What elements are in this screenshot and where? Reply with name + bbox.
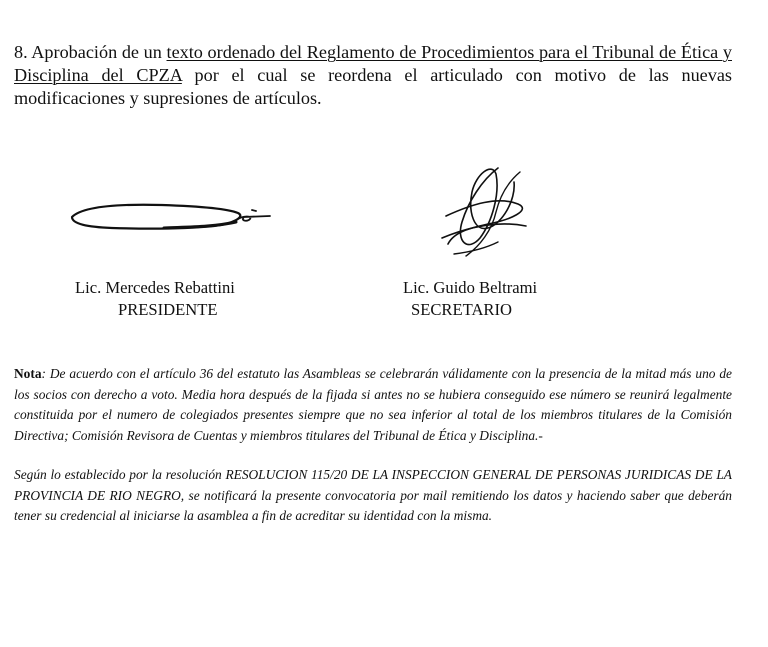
quorum-note-text: : De acuerdo con el artículo 36 del estatuto las Asambleas se celebrarán válidamente con la presencia de la mitad más uno de los socios con derecho a voto. Media hora después de la fijada si antes no se hubiera conseguido ese número se reunirá legalmente constituida por el numero de colegiados presentes siempre que no sea inferior al total de los miembros titulares de la Comisión Directiva; Comisión Revisora de Cuentas y miembros titulares del Tribunal de Ética y Disciplina.- [14, 366, 732, 443]
agenda-item-8-prefix: 8. Aprobación de un [14, 42, 167, 62]
resolution-note: Según lo establecido por la resolución RESOLUCION 115/20 DE LA INSPECCION GENERAL DE PERSONAS JURIDICAS DE LA PROVINCIA DE RIO NEGRO, se notificará la presente convocatoria por mail remitiendo los datos y haciendo saber que deberán tener su credencial al iniciarse la asamblea a fin de acreditar su identidad con la misma. [14, 467, 732, 523]
president-block [75, 277, 235, 321]
agenda-item-8-suffix: por el cual se reordena el articulado con motivo de las nuevas modificaciones y supresiones de artículos. [14, 65, 732, 108]
secretary-role: SECRETARIO [411, 300, 513, 319]
president-name: Lic. Mercedes Rebattini [75, 278, 235, 297]
agenda-item-8-underlined-title: texto ordenado del Reglamento de Procedimientos para el Tribunal de Ética y Disciplina del CPZA [14, 42, 732, 85]
secretary-signature [436, 158, 536, 264]
quorum-note-label: Nota [14, 366, 42, 381]
secretary-block [403, 277, 537, 321]
president-role: PRESIDENTE [118, 300, 218, 319]
secretary-name: Lic. Guido Beltrami [403, 278, 538, 297]
president-signature [64, 196, 276, 236]
quorum-note [14, 364, 732, 446]
agenda-item-8 [14, 41, 732, 110]
